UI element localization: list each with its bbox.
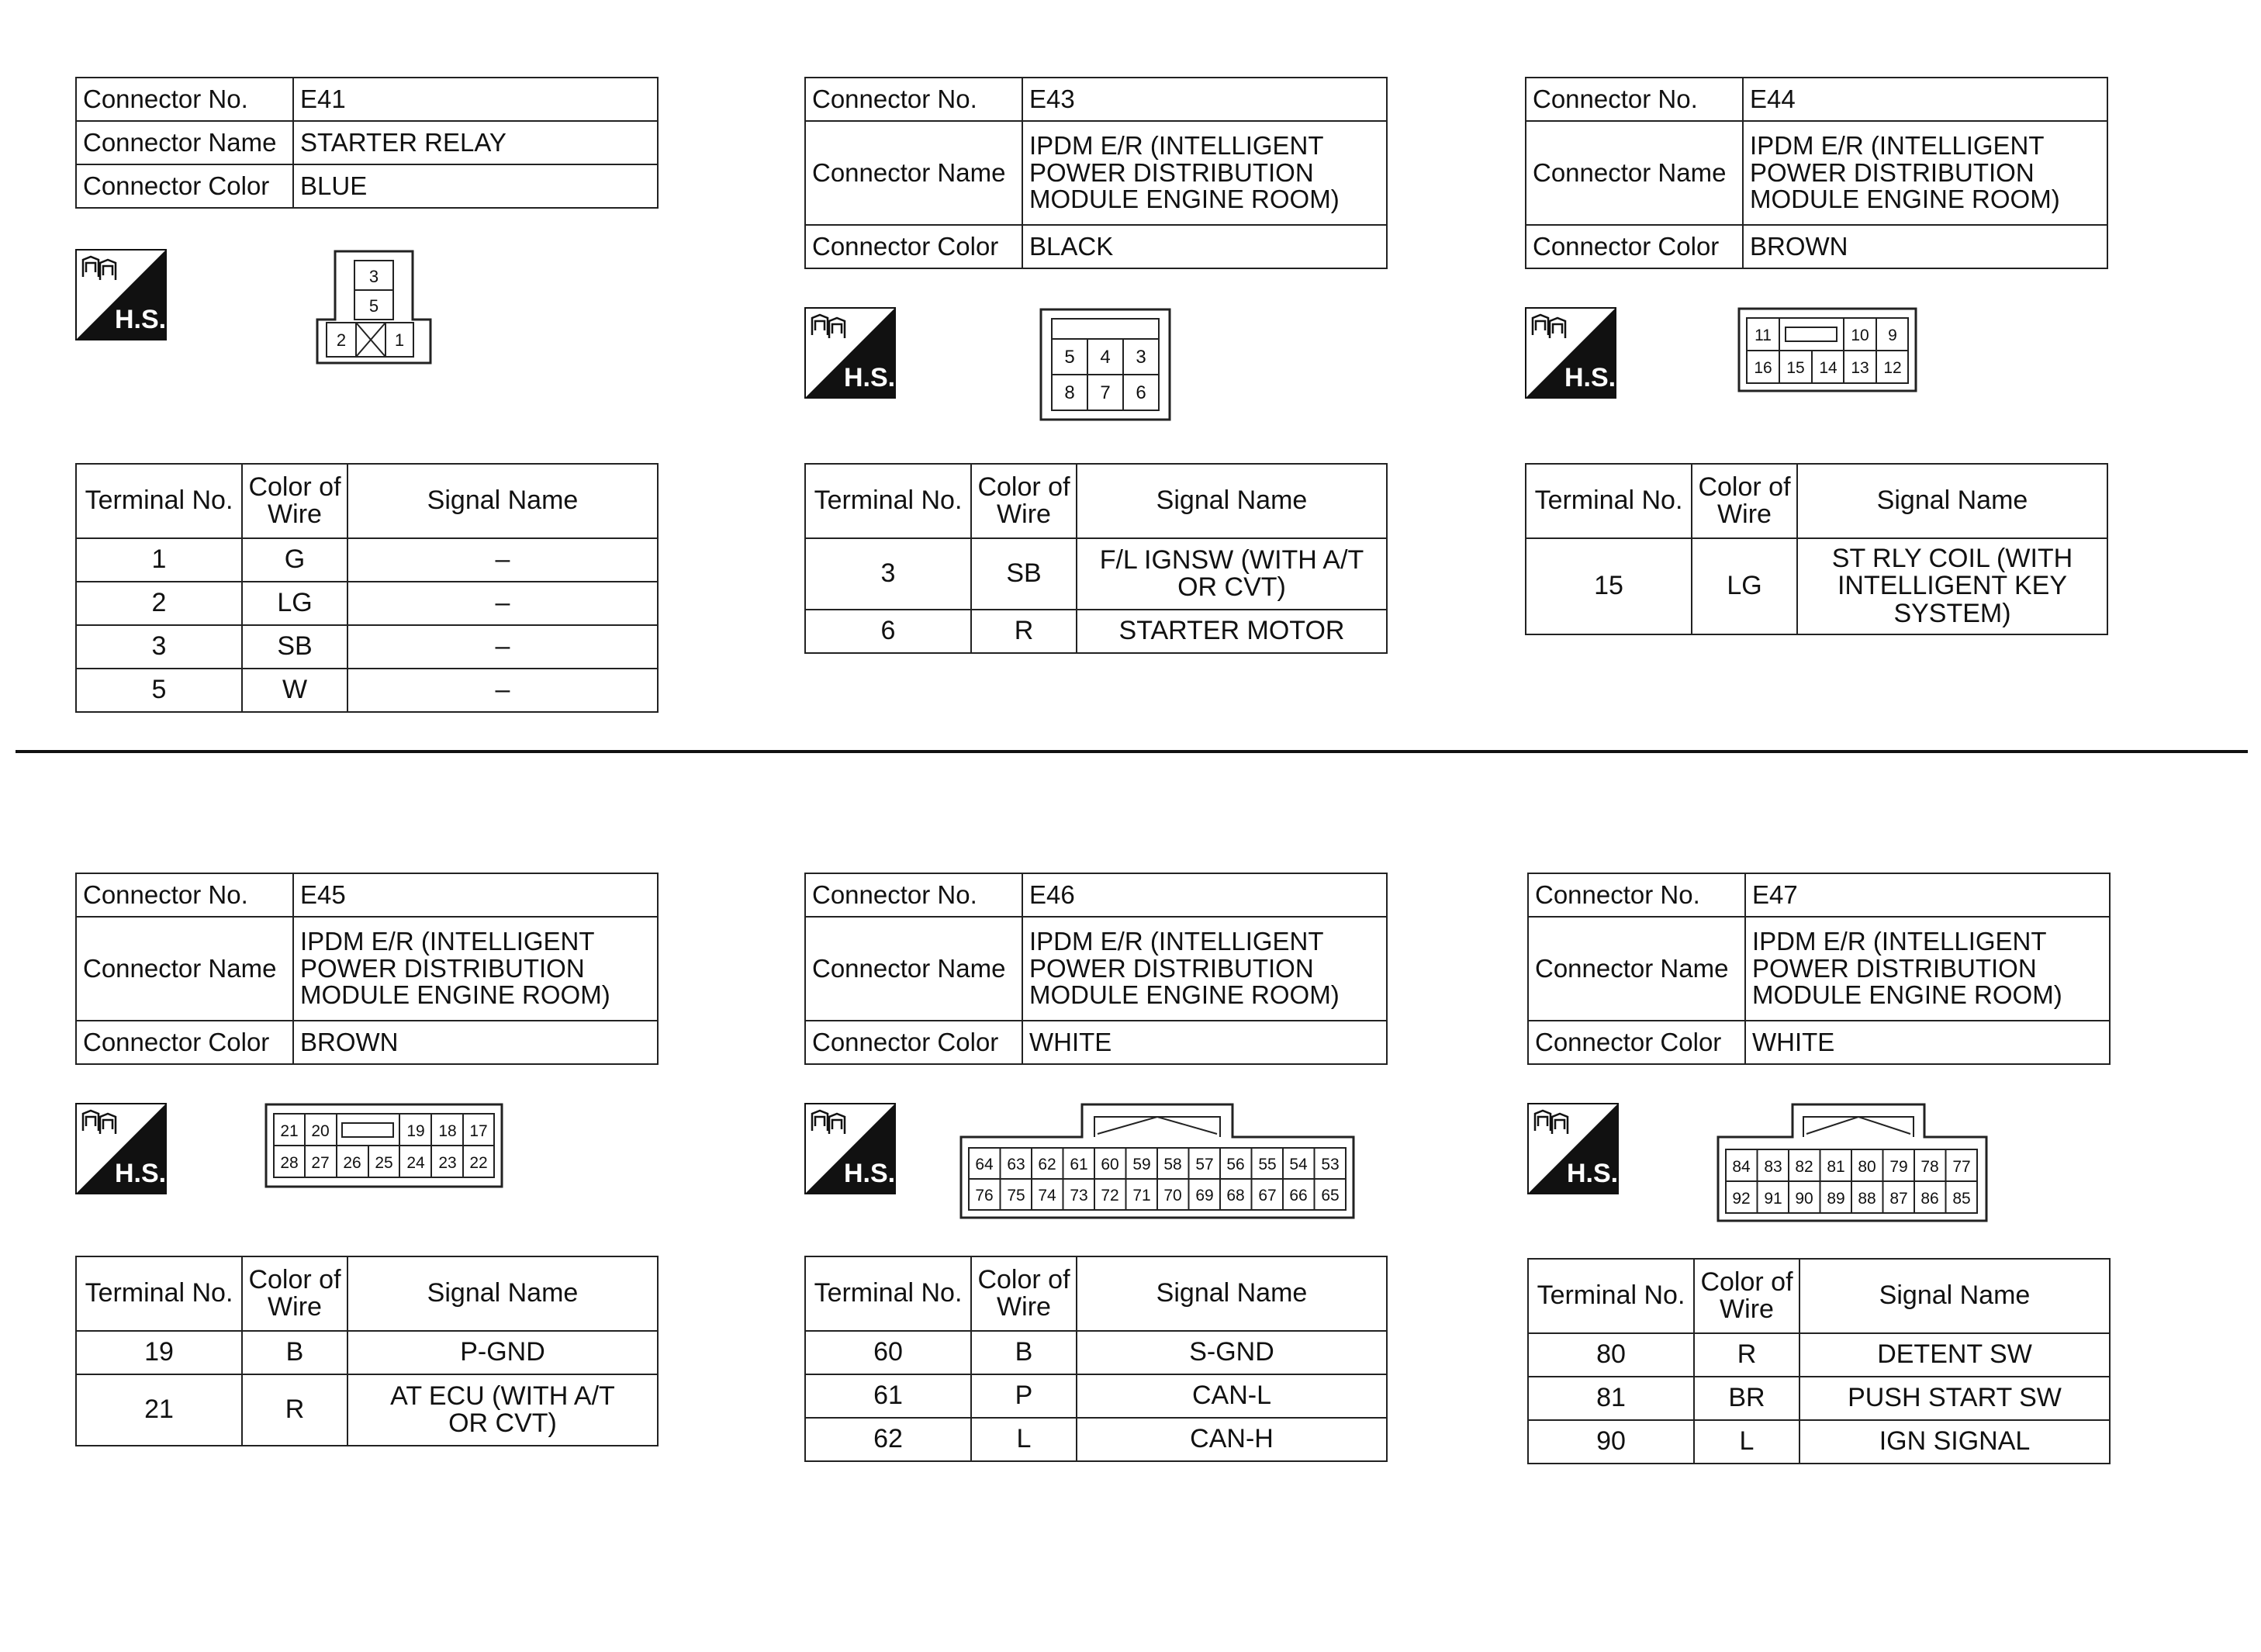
terminal-no-cell: 6 [805,610,971,653]
pin-label: 17 [469,1122,488,1140]
col-color-of-wire: Color of Wire [971,464,1077,538]
connector-name-label: Connector Name [805,917,1022,1021]
signal-name-cell: CAN-L [1077,1374,1387,1418]
connector-face-diagram [264,1103,503,1188]
table-row [805,1418,1387,1461]
pin-label: 68 [1226,1187,1245,1204]
terminal-no-cell: 61 [805,1374,971,1418]
connector-face-diagram [1039,308,1171,421]
wire-color-cell: L [1694,1420,1799,1464]
pin-label: 59 [1132,1156,1151,1173]
pin-label: 80 [1858,1158,1876,1176]
col-signal-name: Signal Name [1077,1256,1387,1331]
pin-label: 3 [1136,347,1146,368]
connector-face-diagram [1716,1103,1988,1222]
table-row [805,610,1387,653]
terminal-no-cell: 60 [805,1331,971,1374]
connector-name-label: Connector Name [76,121,293,164]
col-terminal-no: Terminal No. [76,464,242,538]
terminal-table [804,1256,1388,1462]
connector-block-e41 [75,77,665,705]
pin-label: 15 [1786,359,1805,377]
pin-label: 64 [975,1156,994,1173]
connector-name-value: IPDM E/R (INTELLIGENT POWER DISTRIBUTION MODULE ENGINE ROOM) [1022,917,1387,1021]
section-divider [16,750,2248,753]
terminal-table [75,1256,659,1446]
pin-label: 70 [1163,1187,1182,1204]
connector-block-e47 [1527,873,2117,1457]
pin-label: 26 [343,1154,361,1172]
pin-label: 20 [311,1122,330,1140]
pin-label: 5 [1064,347,1075,368]
connector-name-label: Connector Name [1528,917,1745,1021]
pin-label: 9 [1888,327,1897,344]
connector-info-table [1527,873,2111,1065]
wire-color-cell: SB [242,625,347,669]
pin-label: 5 [368,296,379,316]
col-color-of-wire: Color of Wire [971,1256,1077,1331]
connector-name-label: Connector Name [1526,121,1743,225]
wire-color-cell: W [242,669,347,712]
table-row [805,1331,1387,1374]
connector-no-label: Connector No. [805,873,1022,917]
connector-color-label: Connector Color [1528,1021,1745,1064]
wire-color-cell: BR [1694,1377,1799,1420]
connector-block-e45 [75,873,665,1438]
signal-name-cell: P-GND [347,1331,658,1374]
wire-color-cell: R [971,610,1077,653]
connector-no-value: E41 [293,78,658,121]
connector-no-value: E47 [1745,873,2110,917]
terminal-no-cell: 1 [76,538,242,582]
table-row [1528,1333,2110,1377]
pin-label: 62 [1038,1156,1056,1173]
pin-label: 90 [1795,1190,1813,1208]
pin-label: 27 [311,1154,330,1172]
pin-label: 22 [469,1154,488,1172]
connector-color-label: Connector Color [805,1021,1022,1064]
terminal-no-cell: 3 [76,625,242,669]
col-terminal-no: Terminal No. [1526,464,1692,538]
signal-name-cell: DETENT SW [1799,1333,2110,1377]
connector-block-e46 [804,873,1394,1454]
signal-name-cell: AT ECU (WITH A/T OR CVT) [347,1374,658,1446]
pin-label: 2 [336,330,347,350]
table-row [805,1374,1387,1418]
col-color-of-wire: Color of Wire [242,464,347,538]
pin-label: 4 [1100,347,1111,368]
pin-label: 58 [1163,1156,1182,1173]
terminal-no-cell: 62 [805,1418,971,1461]
connector-block-e44 [1525,77,2114,628]
table-row [76,625,658,669]
table-row [76,1331,658,1374]
connector-color-value: BROWN [1743,225,2107,268]
pin-label: 61 [1070,1156,1088,1173]
pin-label: 7 [1100,382,1111,403]
pin-label: 14 [1819,359,1837,377]
signal-name-cell: ST RLY COIL (WITH INTELLIGENT KEY SYSTEM) [1797,538,2107,634]
pin-label: 3 [368,267,379,286]
pin-label: 60 [1101,1156,1119,1173]
connector-color-value: WHITE [1022,1021,1387,1064]
pin-label: 82 [1795,1158,1813,1176]
connector-name-label: Connector Name [76,917,293,1021]
connector-no-label: Connector No. [1526,78,1743,121]
pin-label: 72 [1101,1187,1119,1204]
col-signal-name: Signal Name [1077,464,1387,538]
connector-face-diagram [1737,307,1917,392]
col-terminal-no: Terminal No. [805,464,971,538]
pin-label: 55 [1258,1156,1277,1173]
pin-label: 8 [1064,382,1075,403]
table-row [805,538,1387,610]
connector-color-label: Connector Color [1526,225,1743,268]
connector-color-label: Connector Color [805,225,1022,268]
pin-label: 6 [1136,382,1146,403]
pin-label: 71 [1132,1187,1151,1204]
col-signal-name: Signal Name [1797,464,2107,538]
pin-label: 76 [975,1187,994,1204]
wire-color-cell: B [971,1331,1077,1374]
pin-label: 87 [1889,1190,1908,1208]
pin-label: 84 [1732,1158,1751,1176]
pin-label: 78 [1920,1158,1939,1176]
col-terminal-no: Terminal No. [76,1256,242,1331]
col-terminal-no: Terminal No. [805,1256,971,1331]
connector-name-value: IPDM E/R (INTELLIGENT POWER DISTRIBUTION MODULE ENGINE ROOM) [293,917,658,1021]
col-signal-name: Signal Name [1799,1259,2110,1333]
table-row [76,1374,658,1446]
harness-side-icon [1525,307,1616,399]
pin-label: 67 [1258,1187,1277,1204]
wire-color-cell: L [971,1418,1077,1461]
pin-label: 65 [1321,1187,1340,1204]
pin-label: 81 [1827,1158,1845,1176]
terminal-table [804,463,1388,654]
wire-color-cell: SB [971,538,1077,610]
connector-no-label: Connector No. [1528,873,1745,917]
pin-label: 91 [1764,1190,1782,1208]
connector-color-value: WHITE [1745,1021,2110,1064]
pin-label: 18 [438,1122,457,1140]
terminal-no-cell: 3 [805,538,971,610]
harness-side-icon [804,1103,896,1194]
pin-label: 66 [1289,1187,1308,1204]
signal-name-cell: S-GND [1077,1331,1387,1374]
connector-no-value: E43 [1022,78,1387,121]
signal-name-cell: STARTER MOTOR [1077,610,1387,653]
pin-label: 10 [1851,327,1869,344]
pin-label: 16 [1754,359,1772,377]
connector-no-value: E45 [293,873,658,917]
table-row [1528,1377,2110,1420]
pin-label: 24 [406,1154,425,1172]
signal-name-cell: CAN-H [1077,1418,1387,1461]
pin-label: 57 [1195,1156,1214,1173]
connector-no-value: E44 [1743,78,2107,121]
connector-face-diagram [316,250,432,365]
harness-side-icon [75,1103,167,1194]
terminal-no-cell: 90 [1528,1420,1694,1464]
table-row [76,669,658,712]
signal-name-cell: – [347,538,658,582]
pin-label: 56 [1226,1156,1245,1173]
terminal-table [75,463,659,713]
pin-label: 1 [394,330,405,350]
col-color-of-wire: Color of Wire [1694,1259,1799,1333]
pin-label: 89 [1827,1190,1845,1208]
pin-label: 19 [406,1122,425,1140]
pin-label: 92 [1732,1190,1751,1208]
connector-info-table [75,77,659,209]
pin-label: 54 [1289,1156,1308,1173]
harness-side-icon [804,307,896,399]
connector-info-table [804,77,1388,269]
wire-color-cell: LG [242,582,347,625]
signal-name-cell: IGN SIGNAL [1799,1420,2110,1464]
pin-label: 11 [1755,327,1772,344]
col-color-of-wire: Color of Wire [1692,464,1797,538]
table-row [76,582,658,625]
connector-color-value: BROWN [293,1021,658,1064]
pin-label: 74 [1038,1187,1056,1204]
pin-label: 69 [1195,1187,1214,1204]
terminal-table [1525,463,2108,635]
connector-name-label: Connector Name [805,121,1022,225]
wire-color-cell: R [1694,1333,1799,1377]
pin-label: 23 [438,1154,457,1172]
pin-label: 25 [375,1154,393,1172]
col-terminal-no: Terminal No. [1528,1259,1694,1333]
connector-name-value: IPDM E/R (INTELLIGENT POWER DISTRIBUTION MODULE ENGINE ROOM) [1743,121,2107,225]
pin-label: 79 [1889,1158,1908,1176]
signal-name-cell: – [347,625,658,669]
table-row [76,538,658,582]
harness-side-icon [1527,1103,1619,1194]
wire-color-cell: R [242,1374,347,1446]
pin-label: 28 [280,1154,299,1172]
pin-label: 75 [1007,1187,1025,1204]
terminal-no-cell: 2 [76,582,242,625]
connector-name-value: STARTER RELAY [293,121,658,164]
connector-color-value: BLACK [1022,225,1387,268]
wire-color-cell: LG [1692,538,1797,634]
wire-color-cell: P [971,1374,1077,1418]
pin-label: 86 [1920,1190,1939,1208]
connector-color-label: Connector Color [76,1021,293,1064]
pin-label: 63 [1007,1156,1025,1173]
pin-label: 53 [1321,1156,1340,1173]
connector-no-value: E46 [1022,873,1387,917]
connector-no-label: Connector No. [76,873,293,917]
table-row [1526,538,2107,634]
connector-no-label: Connector No. [805,78,1022,121]
terminal-no-cell: 80 [1528,1333,1694,1377]
wire-color-cell: B [242,1331,347,1374]
signal-name-cell: – [347,582,658,625]
signal-name-cell: PUSH START SW [1799,1377,2110,1420]
pin-label: 13 [1851,359,1869,377]
col-signal-name: Signal Name [347,1256,658,1331]
pin-label: 85 [1952,1190,1971,1208]
connector-color-value: BLUE [293,164,658,208]
pin-label: 12 [1883,359,1902,377]
connector-name-value: IPDM E/R (INTELLIGENT POWER DISTRIBUTION MODULE ENGINE ROOM) [1022,121,1387,225]
connector-name-value: IPDM E/R (INTELLIGENT POWER DISTRIBUTION MODULE ENGINE ROOM) [1745,917,2110,1021]
col-color-of-wire: Color of Wire [242,1256,347,1331]
connector-info-table [75,873,659,1065]
signal-name-cell: – [347,669,658,712]
connector-info-table [1525,77,2108,269]
connector-info-table [804,873,1388,1065]
connector-face-diagram [959,1103,1355,1219]
terminal-no-cell: 19 [76,1331,242,1374]
wire-color-cell: G [242,538,347,582]
signal-name-cell: F/L IGNSW (WITH A/T OR CVT) [1077,538,1387,610]
col-signal-name: Signal Name [347,464,658,538]
pin-label: 73 [1070,1187,1088,1204]
connector-no-label: Connector No. [76,78,293,121]
terminal-no-cell: 15 [1526,538,1692,634]
pin-label: 83 [1764,1158,1782,1176]
terminal-table [1527,1258,2111,1464]
table-row [1528,1420,2110,1464]
harness-side-icon [75,249,167,340]
pin-label: 88 [1858,1190,1876,1208]
pin-label: 21 [280,1122,299,1140]
connector-block-e43 [804,77,1394,646]
terminal-no-cell: 21 [76,1374,242,1446]
terminal-no-cell: 81 [1528,1377,1694,1420]
connector-color-label: Connector Color [76,164,293,208]
pin-label: 77 [1952,1158,1971,1176]
terminal-no-cell: 5 [76,669,242,712]
